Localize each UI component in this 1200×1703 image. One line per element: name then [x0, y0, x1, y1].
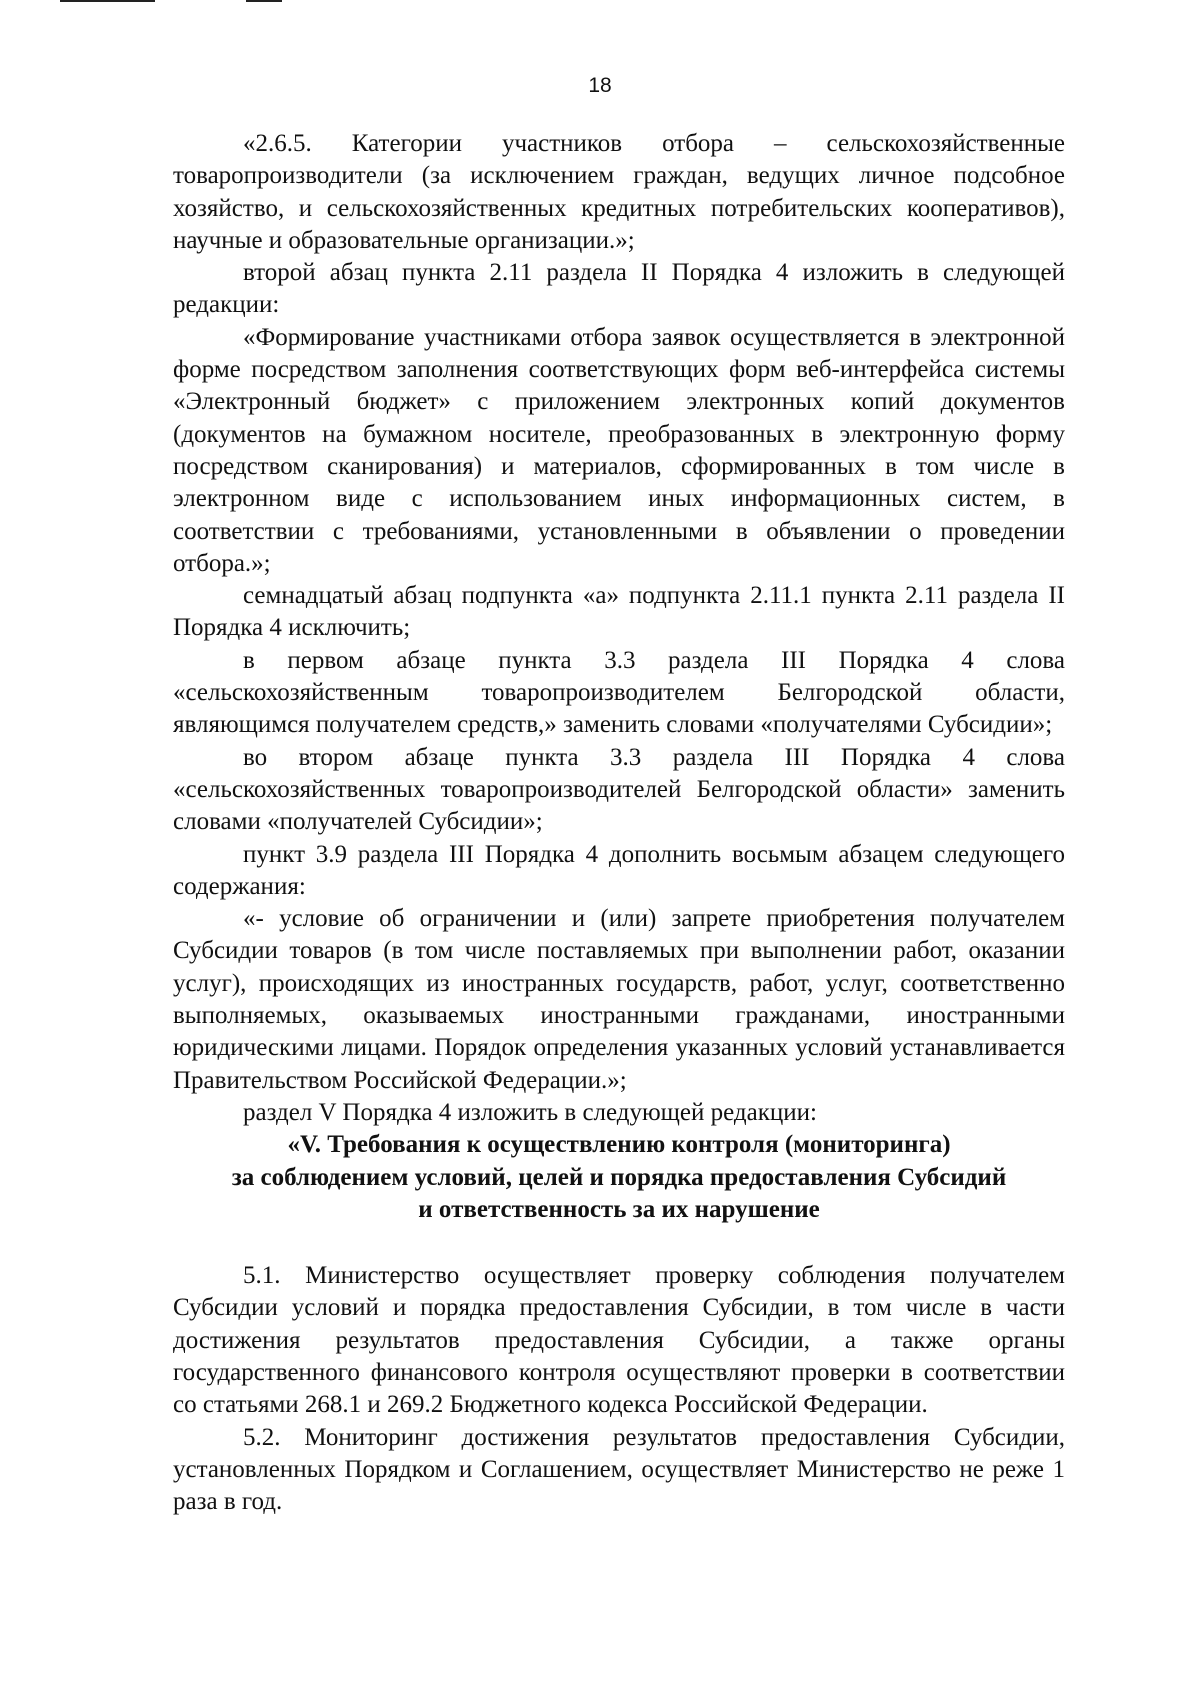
paragraph-formation-of-applications: «Формирование участниками отбора заявок осуществляется в электронной форме посредством заполнения соответствующих форм веб-интерфейса системы «Электронный бюджет» с приложением электронных копий документов (документов на бумажном носителе, преобразованных в электронную форму посредством сканирования) и материалов, сформированных в том числе в электронном виде с использованием иных информационных систем, в соответствии с требованиями, установленными в объявлении о проведении отбора.»;	[173, 323, 1065, 577]
section-v-heading-line: «V. Требования к осуществлению контроля (мониторинга)	[287, 1131, 951, 1159]
paragraph-2-6-5: «2.6.5. Категории участников отбора – сельскохозяйственные товаропроизводители (за исключением граждан, ведущих личное подсобное хозяйство, и сельскохозяйственных кредитных потребительских кооперативов), научные и образовательные организации.»;	[173, 130, 1065, 254]
section-v-heading-line: и ответственность за их нарушение	[418, 1195, 820, 1223]
paragraph-3-3-second: во втором абзаце пункта 3.3 раздела III Порядка 4 слова «сельскохозяйственных товаропроизводителей Белгородской области» заменить словами «получателей Субсидии»;	[173, 743, 1065, 836]
document-body	[173, 128, 1065, 1518]
paragraph-5-2: 5.2. Мониторинг достижения результатов предоставления Субсидии, установленных Порядком и Соглашением, осуществляет Министерство не реже 1 раза в год.	[173, 1423, 1065, 1516]
paragraph-section-v-intro: раздел V Порядка 4 изложить в следующей редакции:	[243, 1098, 817, 1126]
paragraph-3-3-first: в первом абзаце пункта 3.3 раздела III Порядка 4 слова «сельскохозяйственным товаропроизводителем Белгородской области, являющимся получателем средств,» заменить словами «получателями Субсидии»;	[173, 646, 1065, 739]
section-v-heading-line: за соблюдением условий, целей и порядка предоставления Субсидий	[231, 1163, 1007, 1191]
paragraph-restriction-condition: «- условие об ограничении и (или) запрете приобретения получателем Субсидии товаров (в том числе поставляемых при выполнении работ, оказании услуг), происходящих из иностранных государств, работ, услуг, соответственно выполняемых, оказываемых иностранными гражданами, иностранными юридическими лицами. Порядок определения указанных условий устанавливается Правительством Российской Федерации.»;	[173, 905, 1065, 1094]
scan-edge-line	[60, 0, 155, 2]
paragraph-amend-2-11: второй абзац пункта 2.11 раздела II Порядка 4 изложить в следующей редакции:	[173, 259, 1065, 319]
paragraph-3-9-add: пункт 3.9 раздела III Порядка 4 дополнить восьмым абзацем следующего содержания:	[173, 840, 1065, 900]
paragraph-5-1: 5.1. Министерство осуществляет проверку соблюдения получателем Субсидии условий и порядка предоставления Субсидии, в том числе в части достижения результатов предоставления Субсидии, а также органы государственного финансового контроля осуществляют проверки в соответствии со статьями 268.1 и 269.2 Бюджетного кодекса Российской Федерации.	[173, 1262, 1065, 1419]
scan-edge-line	[246, 0, 282, 2]
section-v-heading	[173, 1129, 1065, 1226]
paragraph-exclude-17th: семнадцатый абзац подпункта «а» подпункта 2.11.1 пункта 2.11 раздела II Порядка 4 исключить;	[173, 582, 1065, 642]
page-number: 18	[588, 74, 612, 97]
